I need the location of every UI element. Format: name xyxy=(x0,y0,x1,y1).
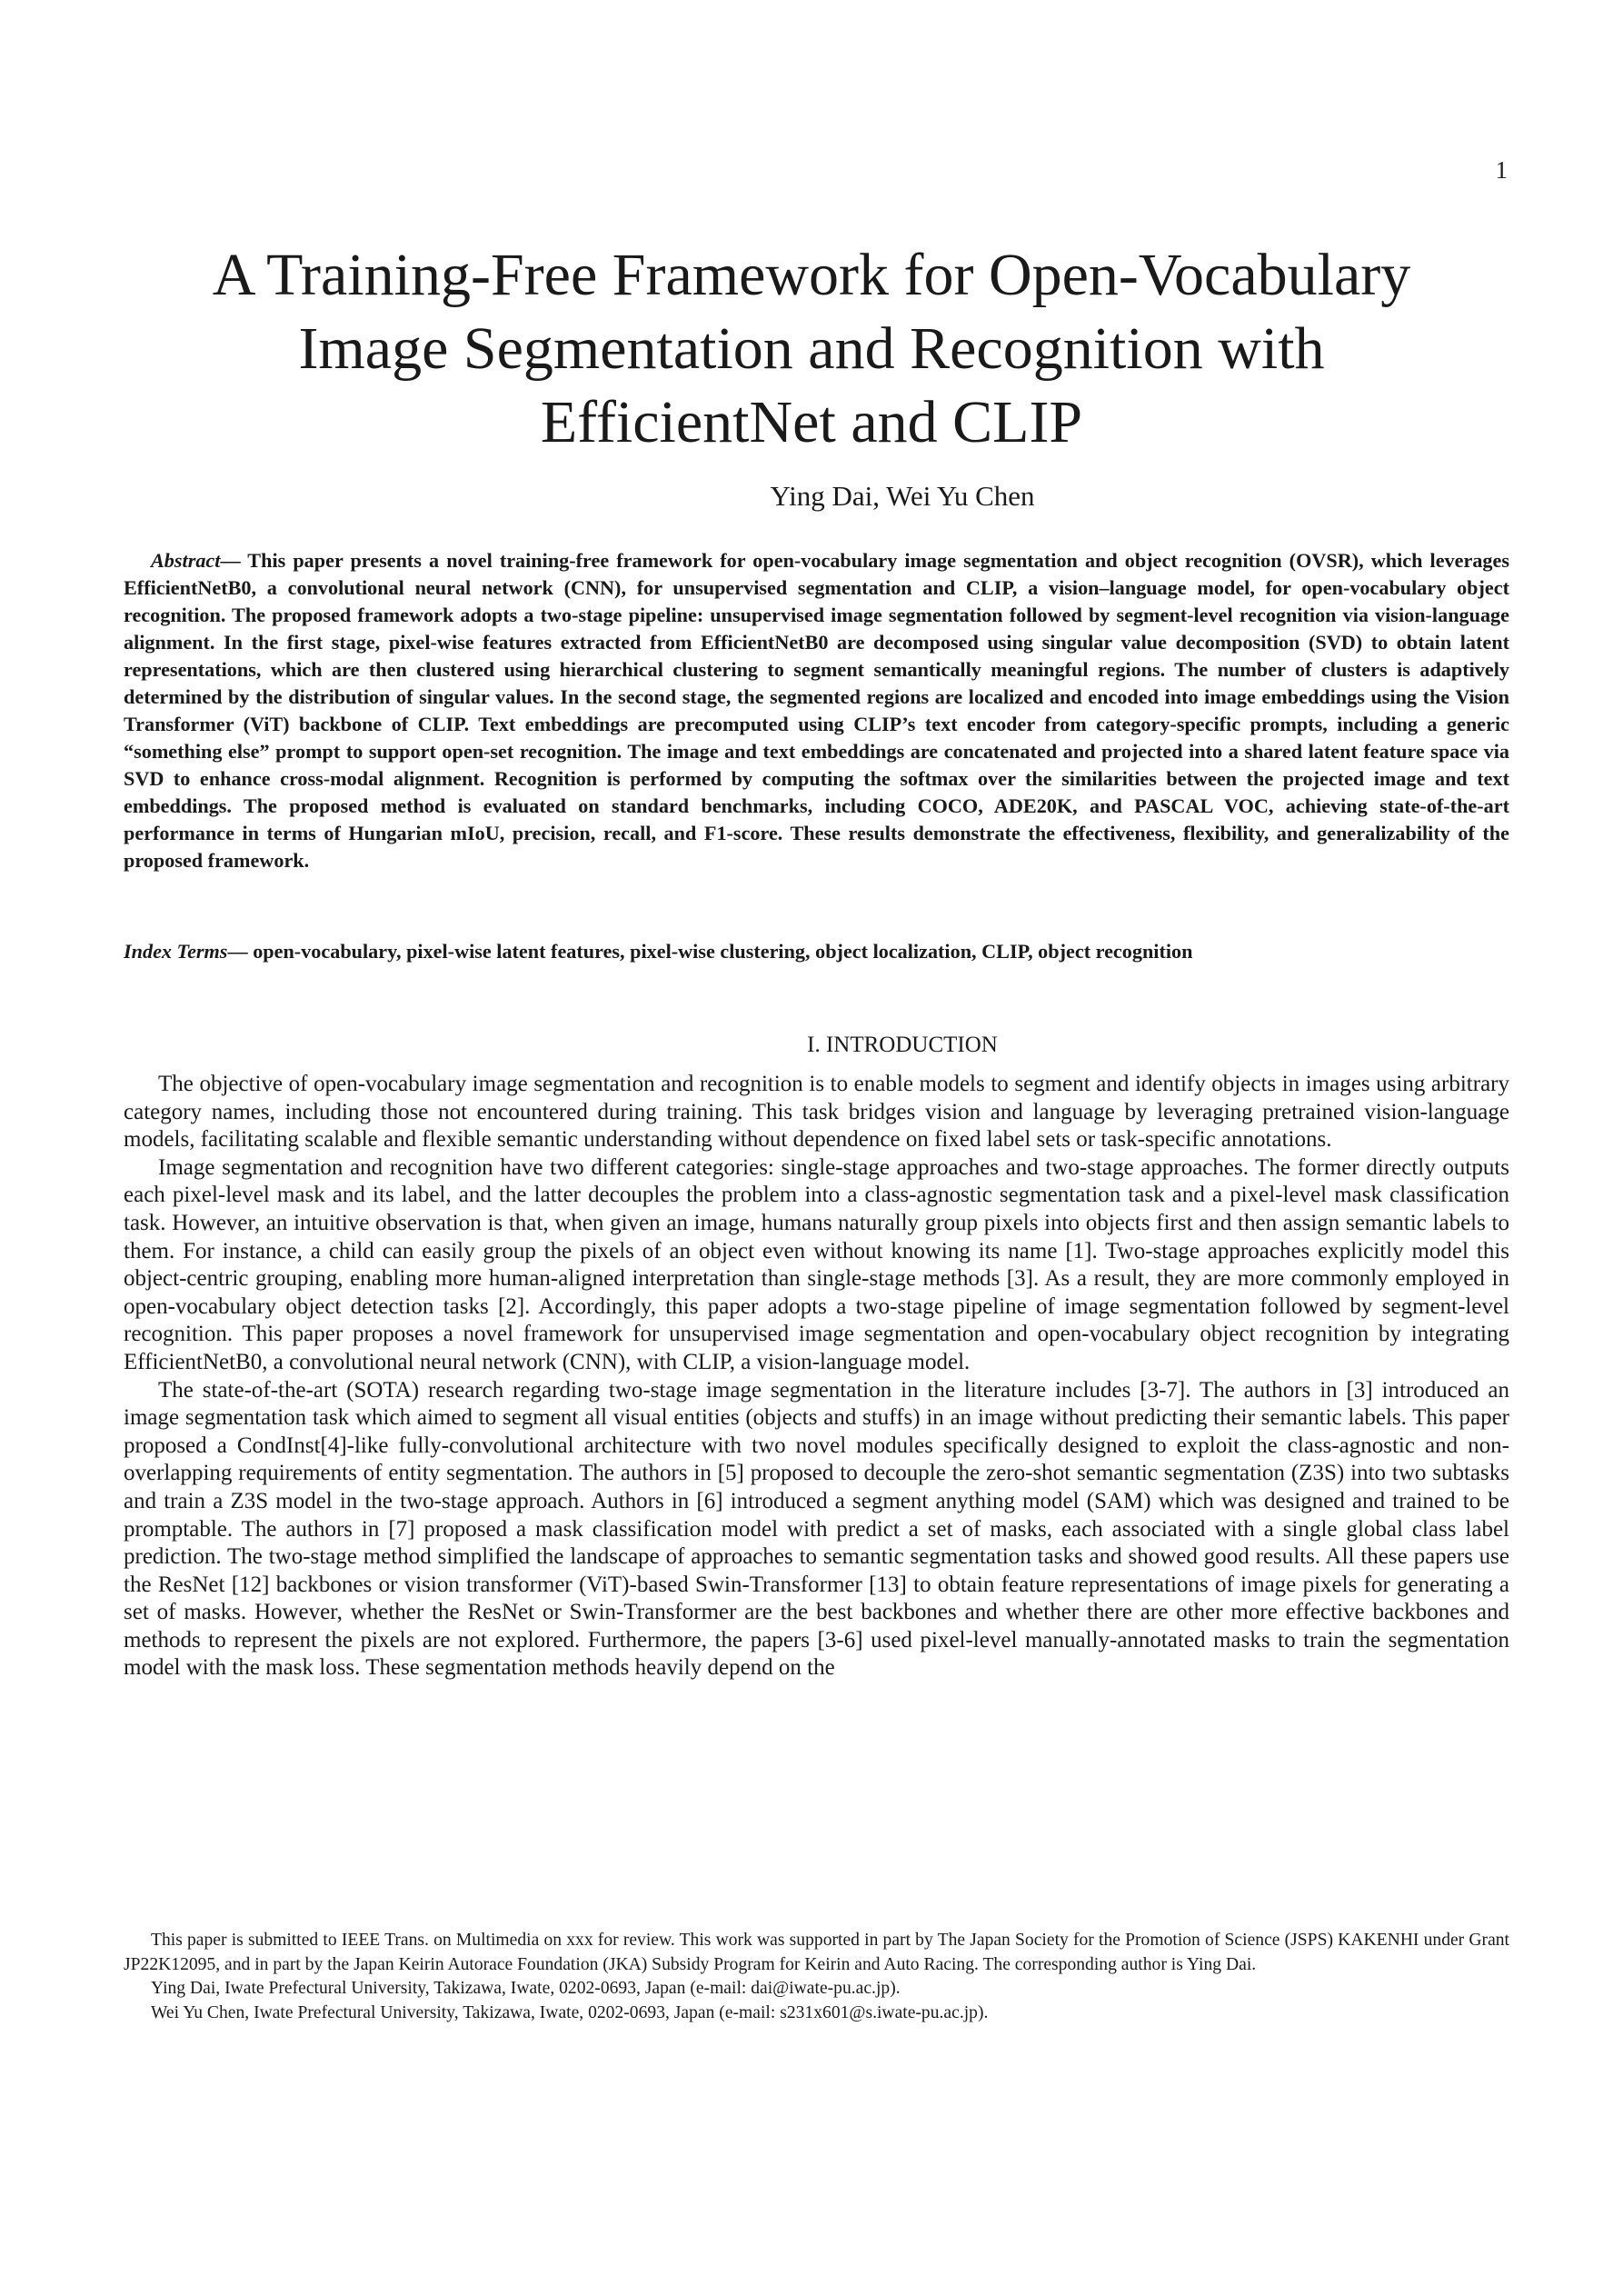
body-paragraph: The objective of open-vocabulary image segmentation and recognition is to enable models to segment and identify objects in images using arbitrary category names, including those not encountered during training. This task bridges vision and language by leveraging pretrained vision-language models, facilitating scalable and flexible semantic understanding without dependence on fixed label sets or task-specific annotations. xyxy=(124,1072,1509,1153)
index-terms xyxy=(124,938,1509,965)
author-list: Ying Dai, Wei Yu Chen xyxy=(770,480,1035,512)
abstract-label: Abstract xyxy=(151,549,221,572)
body-paragraph: Image segmentation and recognition have two different categories: single-stage approaches and two-stage approaches. The former directly outputs each pixel-level mask and its label, and the latter decouples the problem into a class-agnostic segmentation task and a pixel-level mask classification task. However, an intuitive observation is that, when given an image, humans naturally group pixels into objects first and then assign semantic labels to them. For instance, a child can easily group the pixels of an object even without knowing its name [1]. Two-stage approaches explicitly model this object-centric grouping, enabling more human-aligned interpretation than single-stage methods [3]. As a result, they are more commonly employed in open-vocabulary object detection tasks [2]. Accordingly, this paper adopts a two-stage pipeline of image segmentation followed by segment-level recognition. This paper proposes a novel framework for unsupervised image segmentation and open-vocabulary object recognition by integrating EfficientNetB0, a convolutional neural network (CNN), with CLIP, a vision-language model. xyxy=(124,1154,1509,1374)
paper-title xyxy=(118,238,1505,459)
index-terms-text: — open-vocabulary, pixel-wise latent features, pixel-wise clustering, object localization, CLIP, object recognition xyxy=(227,940,1193,963)
footnote-author-affiliation: Ying Dai, Iwate Prefectural University, Takizawa, Iwate, 0202-0693, Japan (e-mail: dai@iwate-pu.ac.jp). xyxy=(151,1979,901,1998)
footnote-funding: This paper is submitted to IEEE Trans. on Multimedia on xxx for review. This work was supported in part by The Japan Society for the Promotion of Science (JSPS) KAKENHI under Grant JP22K12095, and in part by the Japan Keirin Autorace Foundation (JKA) Subsidy Program for Keirin and Auto Racing. The corresponding author is Ying Dai. xyxy=(124,1931,1509,1974)
section-heading: I. INTRODUCTION xyxy=(807,1033,998,1057)
abstract-text: — This paper presents a novel training-free framework for open-vocabulary image segmentation and object recognition (OVSR), which leverages EfficientNetB0, a convolutional neural network (CNN), for unsupervised segmentation and CLIP, a vision–language model, for open-vocabulary object recognition. The proposed framework adopts a two-stage pipeline: unsupervised image segmentation followed by segment-level recognition via vision-language alignment. In the first stage, pixel-wise features extracted from EfficientNetB0 are decomposed using singular value decomposition (SVD) to obtain latent representations, which are then clustered using hierarchical clustering to segment semantically meaningful regions. The number of clusters is adaptively determined by the distribution of singular values. In the second stage, the segmented regions are localized and encoded into image embeddings using the Vision Transformer (ViT) backbone of CLIP. Text embeddings are precomputed using CLIP’s text encoder from category-specific prompts, including a generic “something else” prompt to support open-set recognition. The image and text embeddings are concatenated and projected into a shared latent feature space via SVD to enhance cross-modal alignment. Recognition is performed by computing the softmax over the similarities between the projected image and text embeddings. The proposed method is evaluated on standard benchmarks, including COCO, ADE20K, and PASCAL VOC, achieving state-of-the-art performance in terms of Hungarian mIoU, precision, recall, and F1-score. These results demonstrate the effectiveness, flexibility, and generalizability of the proposed framework. xyxy=(124,549,1509,872)
title-line: Image Segmentation and Recognition with xyxy=(298,315,1325,382)
introduction-body xyxy=(124,1071,1509,1682)
abstract xyxy=(124,547,1509,874)
footnote-author-affiliation: Wei Yu Chen, Iwate Prefectural University, Takizawa, Iwate, 0202-0693, Japan (e-mail: s231x601@s.iwate-pu.ac.jp). xyxy=(151,2002,989,2022)
footnotes xyxy=(124,1929,1509,2025)
body-paragraph: The state-of-the-art (SOTA) research regarding two-stage image segmentation in the literature includes [3-7]. The authors in [3] introduced an image segmentation task which aimed to segment all visual entities (objects and stuffs) in an image without predicting their semantic labels. This paper proposed a CondInst[4]-like fully-convolutional architecture with two novel modules specifically designed to exploit the class-agnostic and non-overlapping requirements of entity segmentation. The authors in [5] proposed to decouple the zero-shot semantic segmentation (Z3S) into two subtasks and train a Z3S model in the two-stage approach. Authors in [6] introduced a segment anything model (SAM) which was designed and trained to be promptable. The authors in [7] proposed a mask classification model with predict a set of masks, each associated with a single global class label prediction. The two-stage method simplified the landscape of approaches to semantic segmentation tasks and showed good results. All these papers use the ResNet [12] backbones or vision transformer (ViT)-based Swin-Transformer [13] to obtain feature representations of image pixels for generating a set of masks. However, whether the ResNet or Swin-Transformer are the best backbones and whether there are other more effective backbones and methods to represent the pixels are not explored. Furthermore, the papers [3-6] used pixel-level manually-annotated masks to train the segmentation model with the mask loss. These segmentation methods heavily depend on the xyxy=(124,1377,1509,1681)
title-line: A Training-Free Framework for Open-Vocabulary xyxy=(212,242,1411,308)
index-terms-label: Index Terms xyxy=(124,940,228,963)
title-line: EfficientNet and CLIP xyxy=(540,389,1083,455)
page-number: 1 xyxy=(1495,156,1508,184)
